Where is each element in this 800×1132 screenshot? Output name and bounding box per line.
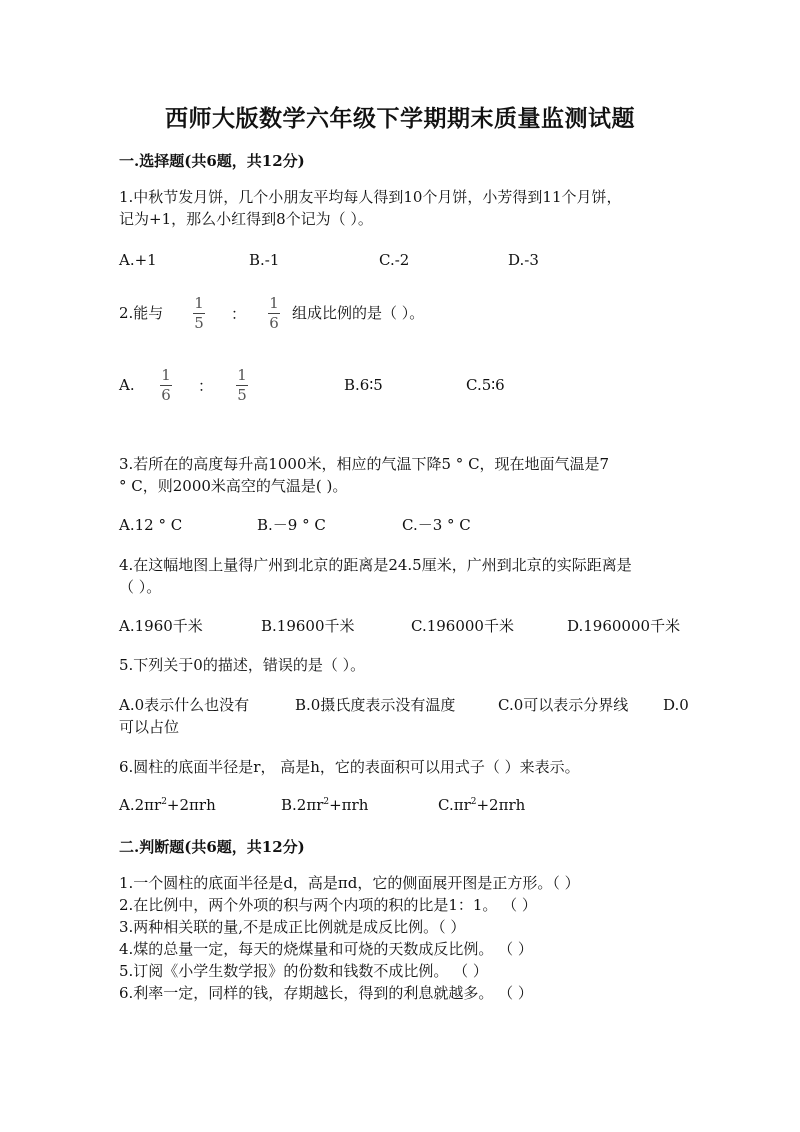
question-4-line-1: 4.在这幅地图上量得广州到北京的距离是24.5厘米，广州到北京的实际距离是 (119, 556, 632, 574)
fraction-numerator: 1 (161, 366, 171, 384)
q1-option-a: A.+1 (119, 251, 157, 269)
question-1-line-1: 1.中秋节发月饼，几个小朋友平均每人得到10个月饼，小芳得到11个月饼， (119, 188, 622, 206)
q6-option-c-exponent: 2 (470, 797, 477, 807)
fraction-numerator: 1 (269, 294, 279, 312)
q5-option-a: A.0表示什么也没有 (119, 696, 250, 714)
q2-option-a-fraction-2 (236, 367, 248, 404)
q1-option-c: C.-2 (379, 251, 410, 269)
tf-item-3: 3.两种相关联的量,不是成正比例就是成反比例。（ ） (119, 918, 466, 936)
fraction-numerator: 1 (237, 366, 247, 384)
q5-option-b: B.0摄氏度表示没有温度 (295, 696, 456, 714)
section-heading-choice: 一.选择题(共6题，共12分) (119, 152, 305, 170)
q1-option-b: B.-1 (249, 251, 280, 269)
q6-option-b-text-end: +πrh (329, 796, 369, 814)
q3-option-a: A.12 ° C (119, 516, 183, 534)
q5-option-d: D.0 (663, 696, 689, 714)
q2-option-a-fraction-1 (160, 367, 172, 404)
question-2-prefix: 2.能与 (119, 304, 164, 322)
tf-item-5: 5.订阅《小学生数学报》的份数和钱数不成比例。 （ ） (119, 962, 488, 980)
question-2-suffix: 组成比例的是（ ）。 (292, 304, 425, 322)
q1-option-d: D.-3 (508, 251, 539, 269)
q6-option-b-text: B.2πr (281, 796, 324, 814)
q4-option-a: A.1960千米 (119, 617, 203, 635)
q6-option-a-text: A.2πr (119, 796, 162, 814)
q4-option-b: B.19600千米 (261, 617, 355, 635)
q6-option-a-exponent: 2 (161, 797, 167, 807)
question-3-line-2: ° C，则2000米高空的气温是( )。 (119, 477, 348, 495)
question-3-line-1: 3.若所在的高度每升高1000米，相应的气温下降5 ° C，现在地面气温是7 (119, 455, 610, 473)
page-title: 西师大版数学六年级下学期期末质量监测试题 (165, 105, 635, 132)
fraction-denominator: 5 (194, 314, 204, 332)
q2-option-b: B.6∶5 (344, 376, 383, 394)
fraction-denominator: 6 (161, 386, 171, 404)
question-6-line-1: 6.圆柱的底面半径是r， 高是h，它的表面积可以用式子（ ）来表示。 (119, 758, 580, 776)
q6-option-c-text-end: +2πrh (476, 796, 526, 814)
q4-option-d: D.1960000千米 (567, 617, 681, 635)
q6-option-a (119, 795, 216, 815)
question-4-line-2: （ ）。 (119, 578, 162, 596)
q5-option-c: C.0可以表示分界线 (498, 696, 629, 714)
q6-option-c (438, 795, 525, 815)
q2-option-a-label: A. (119, 376, 135, 394)
q2-fraction-2 (268, 295, 280, 332)
tf-item-2: 2.在比例中，两个外项的积与两个内项的积的比是1：1。 （ ） (119, 896, 537, 914)
q2-fraction-1 (193, 295, 205, 332)
question-5-line-1: 5.下列关于0的描述，错误的是（ ）。 (119, 656, 366, 674)
q2-option-a-colon: ： (198, 377, 214, 395)
tf-item-6: 6.利率一定，同样的钱，存期越长，得到的利息就越多。 （ ） (119, 984, 533, 1002)
q6-option-b-exponent: 2 (323, 797, 330, 807)
q2-colon: ： (231, 305, 247, 323)
q5-option-d-continued: 可以占位 (119, 718, 180, 736)
q6-option-a-text-end: +2πrh (166, 796, 216, 814)
q4-option-c: C.196000千米 (411, 617, 514, 635)
q3-option-c: C.－3 ° C (402, 516, 471, 534)
q3-option-b: B.－9 ° C (257, 516, 326, 534)
section-heading-true-false: 二.判断题(共6题，共12分) (119, 838, 305, 856)
tf-item-4: 4.煤的总量一定，每天的烧煤量和可烧的天数成反比例。 （ ） (119, 940, 533, 958)
q6-option-b (281, 795, 368, 815)
q2-option-c: C.5∶6 (466, 376, 505, 394)
fraction-denominator: 6 (269, 314, 279, 332)
fraction-numerator: 1 (194, 294, 204, 312)
question-1-line-2: 记为+1，那么小红得到8个记为（ ）。 (119, 210, 373, 228)
q6-option-c-text: C.πr (438, 796, 471, 814)
tf-item-1: 1.一个圆柱的底面半径是d，高是πd，它的侧面展开图是正方形。（ ） (119, 874, 580, 892)
fraction-denominator: 5 (237, 386, 247, 404)
